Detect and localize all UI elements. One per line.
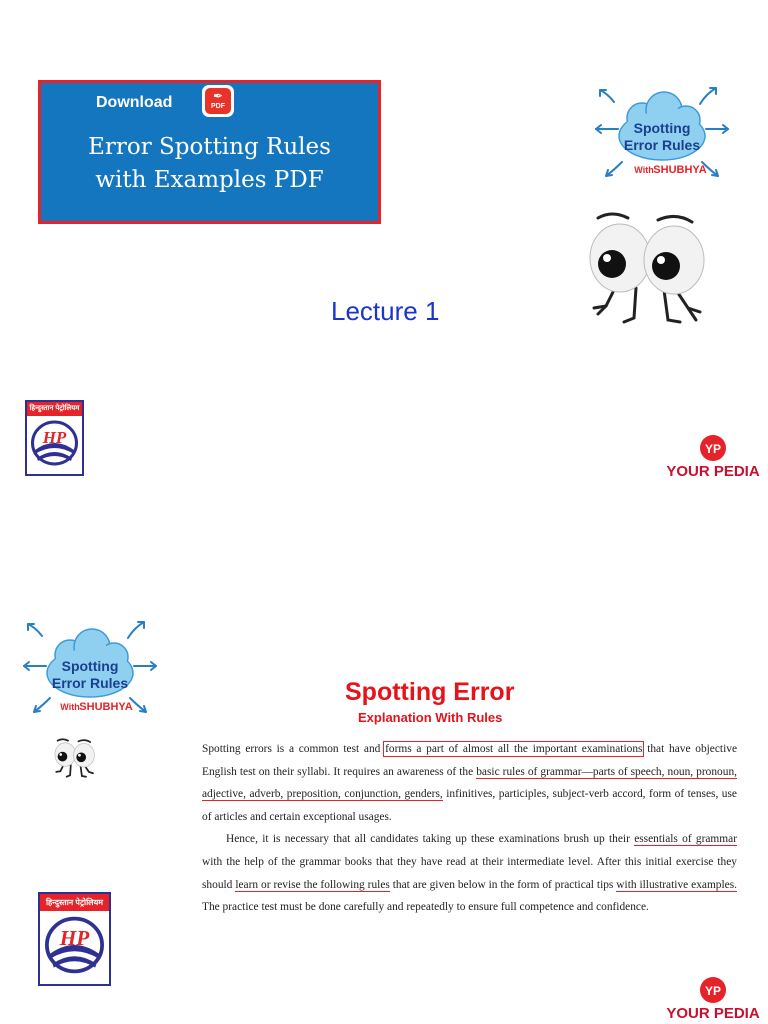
lecture-title: Lecture 1	[331, 296, 440, 326]
yourpedia-emblem-icon	[699, 434, 727, 462]
red-underline: essentials of grammar	[634, 833, 738, 846]
yourpedia-logo	[664, 434, 762, 480]
paragraph-2: Hence, it is necessary that all candidates taking up these examinations brush up their essentials of grammar with the help of the grammar books that they have read at their intermediate level. After this initial exercise they should learn or revise the following rules that are given below in the form of practical tips with illustrative examples. The practice test must be done carefully and repeatedly to ensure full competence and confidence.	[202, 833, 738, 914]
highlight-box: forms a part of almost all the important examinations	[385, 743, 643, 755]
cartoon-eyes-icon	[576, 208, 726, 328]
hp-logo	[25, 400, 84, 476]
banner-title	[41, 131, 378, 197]
hp-letters: HP	[42, 428, 67, 447]
hp-emblem-icon	[40, 911, 109, 984]
logo-with: With	[60, 702, 80, 712]
logo-line1: Spotting	[633, 120, 691, 136]
logo-name: SHUBHYA	[79, 701, 133, 713]
document-title: Spotting Error	[345, 678, 515, 706]
hp-logo-2	[38, 892, 111, 986]
yourpedia-text: YOUR PEDIA	[666, 463, 760, 480]
logo-with: With	[634, 165, 654, 175]
hp-letters: HP	[59, 925, 90, 950]
spotting-error-rules-logo-2	[20, 616, 162, 716]
banner-title-line2: with Examples PDF	[95, 167, 324, 193]
spotting-error-rules-logo	[592, 82, 734, 182]
yourpedia-initials: YP	[704, 984, 722, 998]
cartoon-eyes-icon-2	[50, 737, 102, 779]
document-subtitle: Explanation With Rules	[358, 710, 503, 725]
hp-hindi-text: हिन्दुस्तान पेट्रोलियम	[40, 894, 109, 911]
yourpedia-initials: YP	[704, 442, 722, 456]
hp-hindi-text: हिन्दुस्तान पेट्रोलियम	[27, 402, 82, 416]
logo-line2: Error Rules	[51, 675, 129, 691]
download-label: Download	[96, 94, 173, 111]
red-underline: learn or revise the following rules	[235, 878, 390, 891]
pdf-icon-text: PDF	[211, 103, 225, 110]
hp-emblem-icon	[27, 416, 82, 474]
red-underline: basic rules of grammar—parts of speech, noun, pronoun, adjective, adverb, preposition, conjunction, genders,	[202, 765, 737, 801]
document-body	[202, 738, 737, 919]
download-pdf-banner[interactable]	[38, 80, 381, 224]
banner-title-line1: Error Spotting Rules	[88, 134, 331, 160]
pdf-icon: ✒ PDF	[202, 85, 234, 117]
logo-line2: Error Rules	[623, 137, 701, 153]
red-underline: with illustrative examples.	[616, 878, 737, 891]
yourpedia-emblem-icon	[699, 976, 727, 1004]
paragraph-1: Spotting errors is a common test and forms a part of almost all the important examinations that have objective English test on their syllabi. It requires an awareness of the basic rules of grammar—parts of speech, noun, pronoun, adjective, adverb, preposition, conjunction, genders, infinitives, participles, subject-verb accord, form of tenses, use of articles and certain exceptional usages.	[202, 743, 737, 823]
logo-line1: Spotting	[61, 658, 119, 674]
logo-name: SHUBHYA	[653, 164, 707, 176]
yourpedia-text: YOUR PEDIA	[666, 1005, 760, 1022]
yourpedia-logo-2	[664, 976, 762, 1022]
